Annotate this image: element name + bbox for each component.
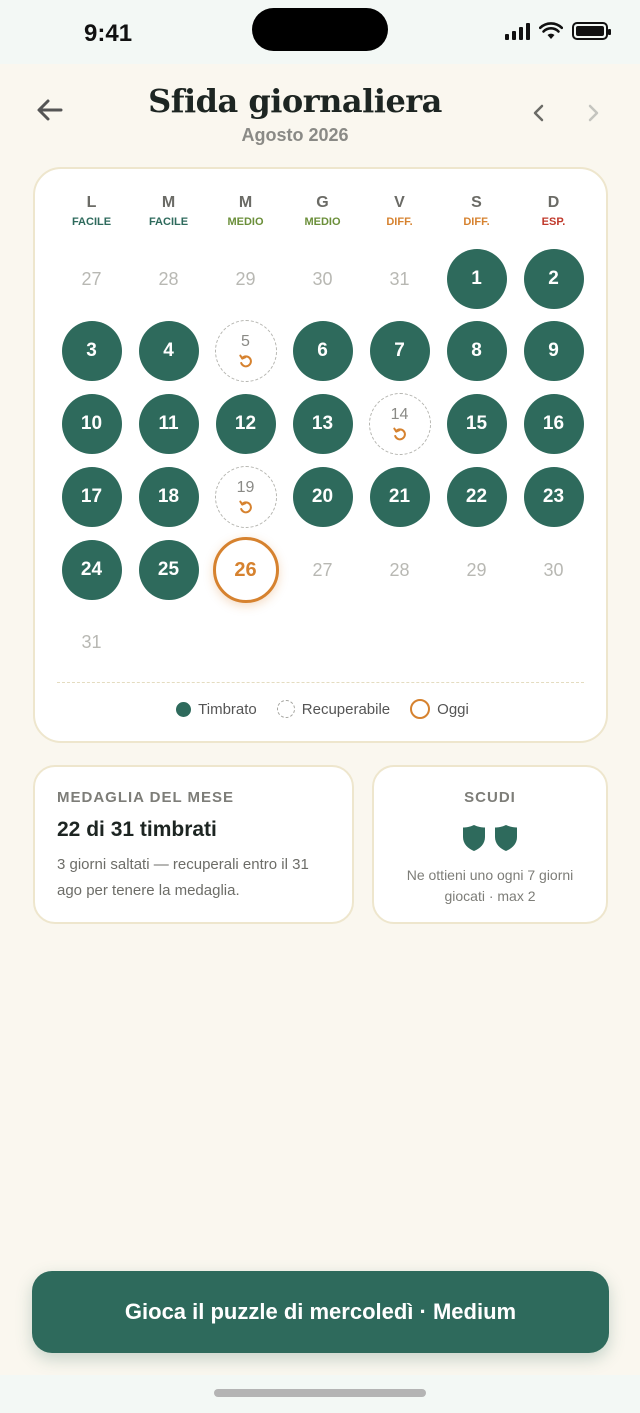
battery-icon (572, 22, 608, 40)
stamped-dot-icon (176, 702, 191, 717)
month-label: Agosto 2026 (241, 125, 349, 145)
future-day: 31 (81, 631, 102, 652)
stamped-day[interactable]: 10 (62, 394, 122, 454)
retry-icon (392, 426, 408, 442)
legend-item-today (410, 699, 469, 719)
calendar-day (53, 314, 130, 387)
calendar-day (515, 244, 592, 314)
calendar-day (284, 244, 361, 314)
stamped-day[interactable]: 11 (139, 394, 199, 454)
weekday-letter: S (471, 194, 482, 211)
medal-label: MEDAGLIA DEL MESE (57, 789, 235, 806)
weekday-difficulty: ESP. (541, 216, 566, 228)
legend-label: Timbrato (198, 700, 257, 718)
retry-icon (238, 499, 254, 515)
stamped-day[interactable]: 8 (447, 321, 507, 381)
status-bar (0, 0, 640, 64)
cellular-signal-icon (505, 22, 530, 40)
future-day: 28 (389, 559, 410, 580)
chevron-right-icon[interactable] (580, 100, 606, 126)
legend-item-recoverable (277, 700, 390, 718)
calendar-day (361, 244, 438, 314)
calendar-day (130, 460, 207, 533)
chevron-left-icon[interactable] (526, 100, 552, 126)
shields-note: Ne ottieni uno ogni 7 giorni giocati · max 2 (406, 867, 574, 904)
stamped-day[interactable]: 6 (293, 321, 353, 381)
calendar-day (515, 314, 592, 387)
recoverable-circle-icon (277, 700, 295, 718)
calendar-day (284, 460, 361, 533)
day-number: 14 (390, 405, 409, 423)
weekday-difficulty: DIFF. (386, 216, 413, 228)
home-indicator[interactable] (214, 1389, 426, 1397)
weekday-letter: L (86, 194, 97, 211)
retry-icon (238, 353, 254, 369)
recoverable-day[interactable] (215, 466, 277, 528)
stamped-day[interactable]: 13 (293, 394, 353, 454)
calendar-day (361, 314, 438, 387)
calendar-week (53, 460, 592, 533)
weekday-column (207, 194, 284, 228)
calendar-day (207, 533, 284, 607)
outside-month-day: 28 (158, 268, 179, 289)
calendar-card (33, 167, 608, 743)
calendar-day (53, 460, 130, 533)
weekday-letter: G (316, 194, 329, 211)
calendar-day (438, 460, 515, 533)
calendar-day (284, 314, 361, 387)
weekday-difficulty: FACILE (71, 216, 112, 228)
future-day: 29 (466, 559, 487, 580)
shield-icon (462, 824, 486, 852)
calendar-day (53, 244, 130, 314)
stamped-day[interactable]: 16 (524, 394, 584, 454)
weekday-column (130, 194, 207, 228)
outside-month-day: 27 (81, 268, 102, 289)
weekday-column (438, 194, 515, 228)
calendar-day (361, 387, 438, 460)
outside-month-day: 30 (312, 268, 333, 289)
wifi-icon (539, 22, 563, 40)
calendar-week (53, 533, 592, 607)
weekday-difficulty: DIFF. (463, 216, 490, 228)
weekday-column (284, 194, 361, 228)
legend (35, 699, 610, 719)
stamped-day[interactable]: 17 (62, 467, 122, 527)
stamped-day[interactable]: 18 (139, 467, 199, 527)
stamped-day[interactable]: 1 (447, 249, 507, 309)
outside-month-day: 29 (235, 268, 256, 289)
calendar-day (130, 387, 207, 460)
status-icons (505, 22, 608, 40)
calendar-day (438, 387, 515, 460)
header (0, 64, 640, 164)
day-number: 5 (241, 332, 250, 350)
calendar-day (130, 244, 207, 314)
legend-item-stamped (176, 701, 257, 718)
calendar-day (515, 460, 592, 533)
medal-note: 3 giorni saltati — recuperali entro il 31 ago per tenere la medaglia. (57, 856, 309, 899)
recoverable-day[interactable] (215, 320, 277, 382)
outside-month-day: 31 (389, 268, 410, 289)
stamped-day[interactable]: 25 (139, 540, 199, 600)
page-title: Sfida giornaliera (148, 82, 442, 120)
calendar-day (438, 244, 515, 314)
weekday-column (53, 194, 130, 228)
calendar-week (53, 244, 592, 314)
play-puzzle-button[interactable]: Gioca il puzzle di mercoledì · Medium (32, 1271, 609, 1353)
calendar-day (130, 314, 207, 387)
calendar-day (438, 314, 515, 387)
stamped-day[interactable]: 3 (62, 321, 122, 381)
day-number: 19 (236, 478, 255, 496)
future-day: 30 (543, 559, 564, 580)
stamped-day[interactable]: 20 (293, 467, 353, 527)
shield-icon (494, 824, 518, 852)
stamped-day[interactable]: 15 (447, 394, 507, 454)
weekday-header (53, 194, 592, 228)
divider (57, 682, 584, 683)
weekday-column (361, 194, 438, 228)
weekday-letter: M (238, 194, 253, 211)
calendar-day (515, 533, 592, 607)
shields-row (390, 824, 590, 852)
medal-card (33, 765, 354, 924)
stamped-day[interactable]: 12 (216, 394, 276, 454)
weekday-letter: V (394, 194, 405, 211)
legend-label: Oggi (437, 700, 469, 718)
weekday-column (515, 194, 592, 228)
stamped-day[interactable]: 21 (370, 467, 430, 527)
shields-card (372, 765, 608, 924)
calendar-day (207, 387, 284, 460)
calendar-week (53, 314, 592, 387)
stamped-day[interactable]: 23 (524, 467, 584, 527)
stamped-day[interactable]: 9 (524, 321, 584, 381)
weekday-difficulty: FACILE (148, 216, 189, 228)
stamped-day[interactable]: 2 (524, 249, 584, 309)
calendar-day (53, 387, 130, 460)
calendar-week (53, 607, 592, 677)
calendar-day (361, 533, 438, 607)
calendar-day (515, 387, 592, 460)
status-time: 9:41 (84, 20, 133, 47)
dynamic-island (252, 8, 388, 51)
today-ring-icon (410, 699, 430, 719)
calendar-day (130, 533, 207, 607)
stamped-day[interactable]: 24 (62, 540, 122, 600)
calendar-day (361, 460, 438, 533)
calendar-day (53, 607, 130, 677)
calendar-day (438, 533, 515, 607)
stamped-day[interactable]: 22 (447, 467, 507, 527)
calendar-day (284, 387, 361, 460)
legend-label: Recuperabile (301, 700, 391, 718)
medal-count: 22 di 31 timbrati (57, 818, 217, 841)
recoverable-day[interactable] (369, 393, 431, 455)
shields-label: SCUDI (464, 789, 516, 806)
calendar-day (207, 244, 284, 314)
calendar-day (284, 533, 361, 607)
calendar-grid (53, 244, 592, 677)
calendar-week (53, 387, 592, 460)
home-area (0, 1375, 640, 1413)
weekday-difficulty: MEDIO (227, 216, 264, 228)
calendar-day (207, 460, 284, 533)
weekday-letter: D (547, 194, 560, 211)
stamped-day[interactable]: 7 (370, 321, 430, 381)
future-day: 27 (312, 559, 333, 580)
weekday-difficulty: MEDIO (304, 216, 341, 228)
weekday-letter: M (161, 194, 176, 211)
calendar-day (53, 533, 130, 607)
stamped-day[interactable]: 4 (139, 321, 199, 381)
today-day[interactable]: 26 (213, 537, 279, 603)
calendar-day (207, 314, 284, 387)
